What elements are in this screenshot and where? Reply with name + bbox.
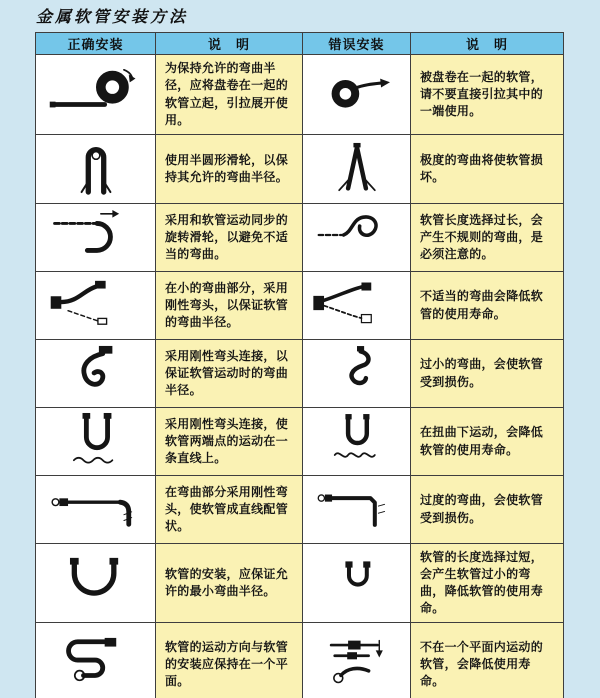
coil-pulled-icon	[308, 63, 406, 121]
table-row	[36, 476, 564, 544]
header-row	[36, 33, 564, 55]
table-row	[36, 408, 564, 476]
correct-illustration-cell	[36, 272, 156, 340]
wrong-illustration-cell	[303, 408, 411, 476]
table-row	[36, 340, 564, 408]
correct-description: 在弯曲部分采用刚性弯头，使软管成直线配管状。	[156, 476, 303, 544]
wrong-illustration-cell	[303, 476, 411, 544]
correct-illustration-cell	[36, 544, 156, 623]
correct-illustration-cell	[36, 135, 156, 204]
straight-piping-elbow-icon	[43, 476, 149, 538]
header-correct-install: 正确安装	[36, 33, 156, 55]
correct-illustration-cell	[36, 55, 156, 135]
wrong-description: 软管长度选择过长，会产生不规则的弯曲，是必须注意的。	[411, 204, 564, 272]
correct-description: 为保持允许的弯曲半径，应将盘卷在一起的软管立起，引拉展开使用。	[156, 55, 303, 135]
wrong-description: 软管的长度选择过短，会产生软管过小的弯曲，降低软管的使用寿命。	[411, 544, 564, 623]
coil-unrolled-icon	[43, 61, 149, 123]
wrong-description: 不适当的弯曲会降低软管的使用寿命。	[411, 272, 564, 340]
overlong-hose-icon	[308, 206, 406, 264]
single-plane-motion-icon	[43, 631, 149, 693]
wrong-description: 过小的弯曲，会使软管受到损伤。	[411, 340, 564, 408]
extreme-bend-icon	[308, 138, 406, 196]
wrong-illustration-cell	[303, 204, 411, 272]
table-row	[36, 623, 564, 698]
correct-description: 在小的弯曲部分，采用刚性弯头，以保证软管的弯曲半径。	[156, 272, 303, 340]
table-body	[36, 55, 564, 698]
header-description-left: 说 明	[156, 33, 303, 55]
table-row	[36, 135, 564, 204]
wrong-description: 过度的弯曲，会使软管受到损伤。	[411, 476, 564, 544]
wrong-description: 极度的弯曲将使软管损坏。	[411, 135, 564, 204]
wrong-illustration-cell	[303, 544, 411, 623]
correct-description: 采用和软管运动同步的旋转滑轮，以避免不适当的弯曲。	[156, 204, 303, 272]
wrong-illustration-cell	[303, 340, 411, 408]
header-wrong-install: 错误安装	[303, 33, 411, 55]
correct-illustration-cell	[36, 408, 156, 476]
wrong-illustration-cell	[303, 55, 411, 135]
table-row	[36, 544, 564, 623]
header-description-right: 说 明	[411, 33, 564, 55]
table-header	[36, 33, 564, 55]
semicircular-pulley-icon	[43, 136, 149, 198]
correct-description: 使用半圆形滑轮，以保持其允许的弯曲半径。	[156, 135, 303, 204]
correct-illustration-cell	[36, 623, 156, 698]
out-of-plane-motion-icon	[308, 633, 406, 691]
table-row	[36, 272, 564, 340]
improper-bend-icon	[308, 274, 406, 332]
rigid-elbow-small-bend-icon	[43, 272, 149, 334]
correct-illustration-cell	[36, 340, 156, 408]
excessive-bend-icon	[308, 478, 406, 536]
page-title: 金属软管安装方法	[36, 9, 189, 26]
overshort-hose-icon	[308, 552, 406, 610]
correct-description: 软管的安装，应保证允许的最小弯曲半径。	[156, 544, 303, 623]
aligned-endpoints-icon	[43, 408, 149, 470]
rotating-pulley-icon	[43, 204, 149, 266]
wrong-illustration-cell	[303, 135, 411, 204]
correct-illustration-cell	[36, 204, 156, 272]
correct-description: 采用刚性弯头连接，以保证软管运动时的弯曲半径。	[156, 340, 303, 408]
wrong-illustration-cell	[303, 623, 411, 698]
wrong-description: 被盘卷在一起的软管，请不要直接引拉其中的一端使用。	[411, 55, 564, 135]
table-row	[36, 55, 564, 135]
wrong-illustration-cell	[303, 272, 411, 340]
table-row	[36, 204, 564, 272]
wrong-description: 不在一个平面内运动的软管，会降低使用寿命。	[411, 623, 564, 698]
installation-table	[35, 32, 564, 698]
wrong-description: 在扭曲下运动，会降低软管的使用寿命。	[411, 408, 564, 476]
min-bend-radius-icon	[43, 550, 149, 612]
correct-illustration-cell	[36, 476, 156, 544]
undersized-bend-icon	[308, 342, 406, 400]
correct-description: 采用刚性弯头连接，使软管两端点的运动在一条直线上。	[156, 408, 303, 476]
twisted-motion-icon	[308, 410, 406, 468]
rigid-elbow-connection-icon	[43, 340, 149, 402]
correct-description: 软管的运动方向与软管的安装应保持在一个平面。	[156, 623, 303, 698]
